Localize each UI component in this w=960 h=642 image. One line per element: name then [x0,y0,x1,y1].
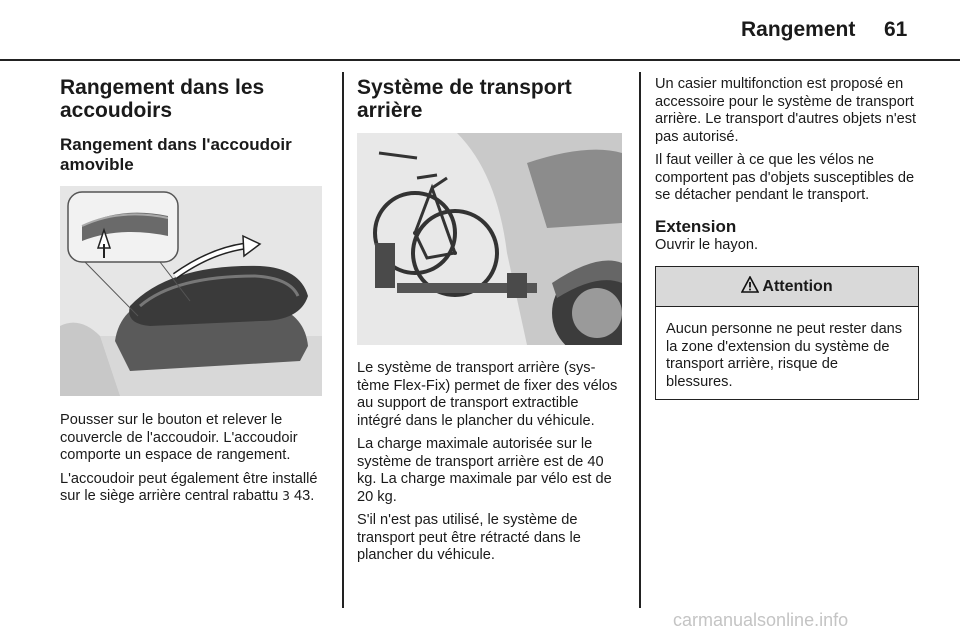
page-title: Rangement [741,18,856,41]
page-ref-arrow-icon: 3 [282,489,290,503]
extension-paragraph-2: Il faut veiller à ce que les vélos ne comportent pas d'objets susceptibles de se détacher pendant le transport. [655,152,915,203]
warning-text: Aucun personne ne peut rester dans la zone d'extension du système de transport arrière, risque de blessures. [666,321,903,390]
bike-carrier-illustration [357,133,622,345]
page-header [0,16,960,52]
column-divider-1 [342,72,344,608]
watermark: carmanualsonline.info [673,610,849,630]
armrest-illustration [60,186,322,396]
extension-instruction: Ouvrir le hayon. [655,236,759,253]
warning-body [656,307,918,399]
header-divider [0,59,960,61]
warning-triangle-icon [741,276,759,298]
column-divider-2 [639,72,641,608]
section-heading-armrest: Rangement dans les accoudoirs [60,76,265,122]
column-bike-carrier [357,76,623,565]
bike-carrier-paragraph-3: S'il n'est pas utilisé, le système de transport peut être rétracté dans le plancher du véhicule. [357,512,581,563]
armrest-paragraph-2 [60,471,326,506]
column-extension [655,76,923,400]
column-armrest [60,76,326,506]
subheading-removable-armrest: Rangement dans l'accoudoir amovible [60,135,292,174]
section-heading-bike-carrier: Système de transport arrière [357,76,572,122]
warning-header [656,267,918,307]
armrest-paragraph-1: Pousser sur le bouton et relever le couvercle de l'accoudoir. L'accoudoir comporte un espace de rangement. [60,412,298,463]
bike-carrier-paragraph-2: La charge maximale autorisée sur le système de transport arrière est de 40 kg. La charge maximale par vélo est de 20 kg. [357,436,612,505]
warning-box [655,266,919,400]
subheading-extension: Extension [655,216,737,236]
page-ref-link[interactable]: 43. [293,488,315,504]
bike-carrier-paragraph-1: Le système de transport arrière (système Flex-Fix) permet de fixer des vélos au support de transport extractible intégré dans le plancher du véhicule. [357,360,618,429]
page-number: 61 [884,18,908,41]
armrest-paragraph-2-text: L'accoudoir peut également être installé sur le siège arrière central rabattu [60,470,318,504]
extension-paragraph-1: Un casier multifonction est proposé en accessoire pour le système de transport arrière. Le transport d'autres objets n'est pas autorisé. [655,76,917,145]
warning-title: Attention [762,277,833,295]
